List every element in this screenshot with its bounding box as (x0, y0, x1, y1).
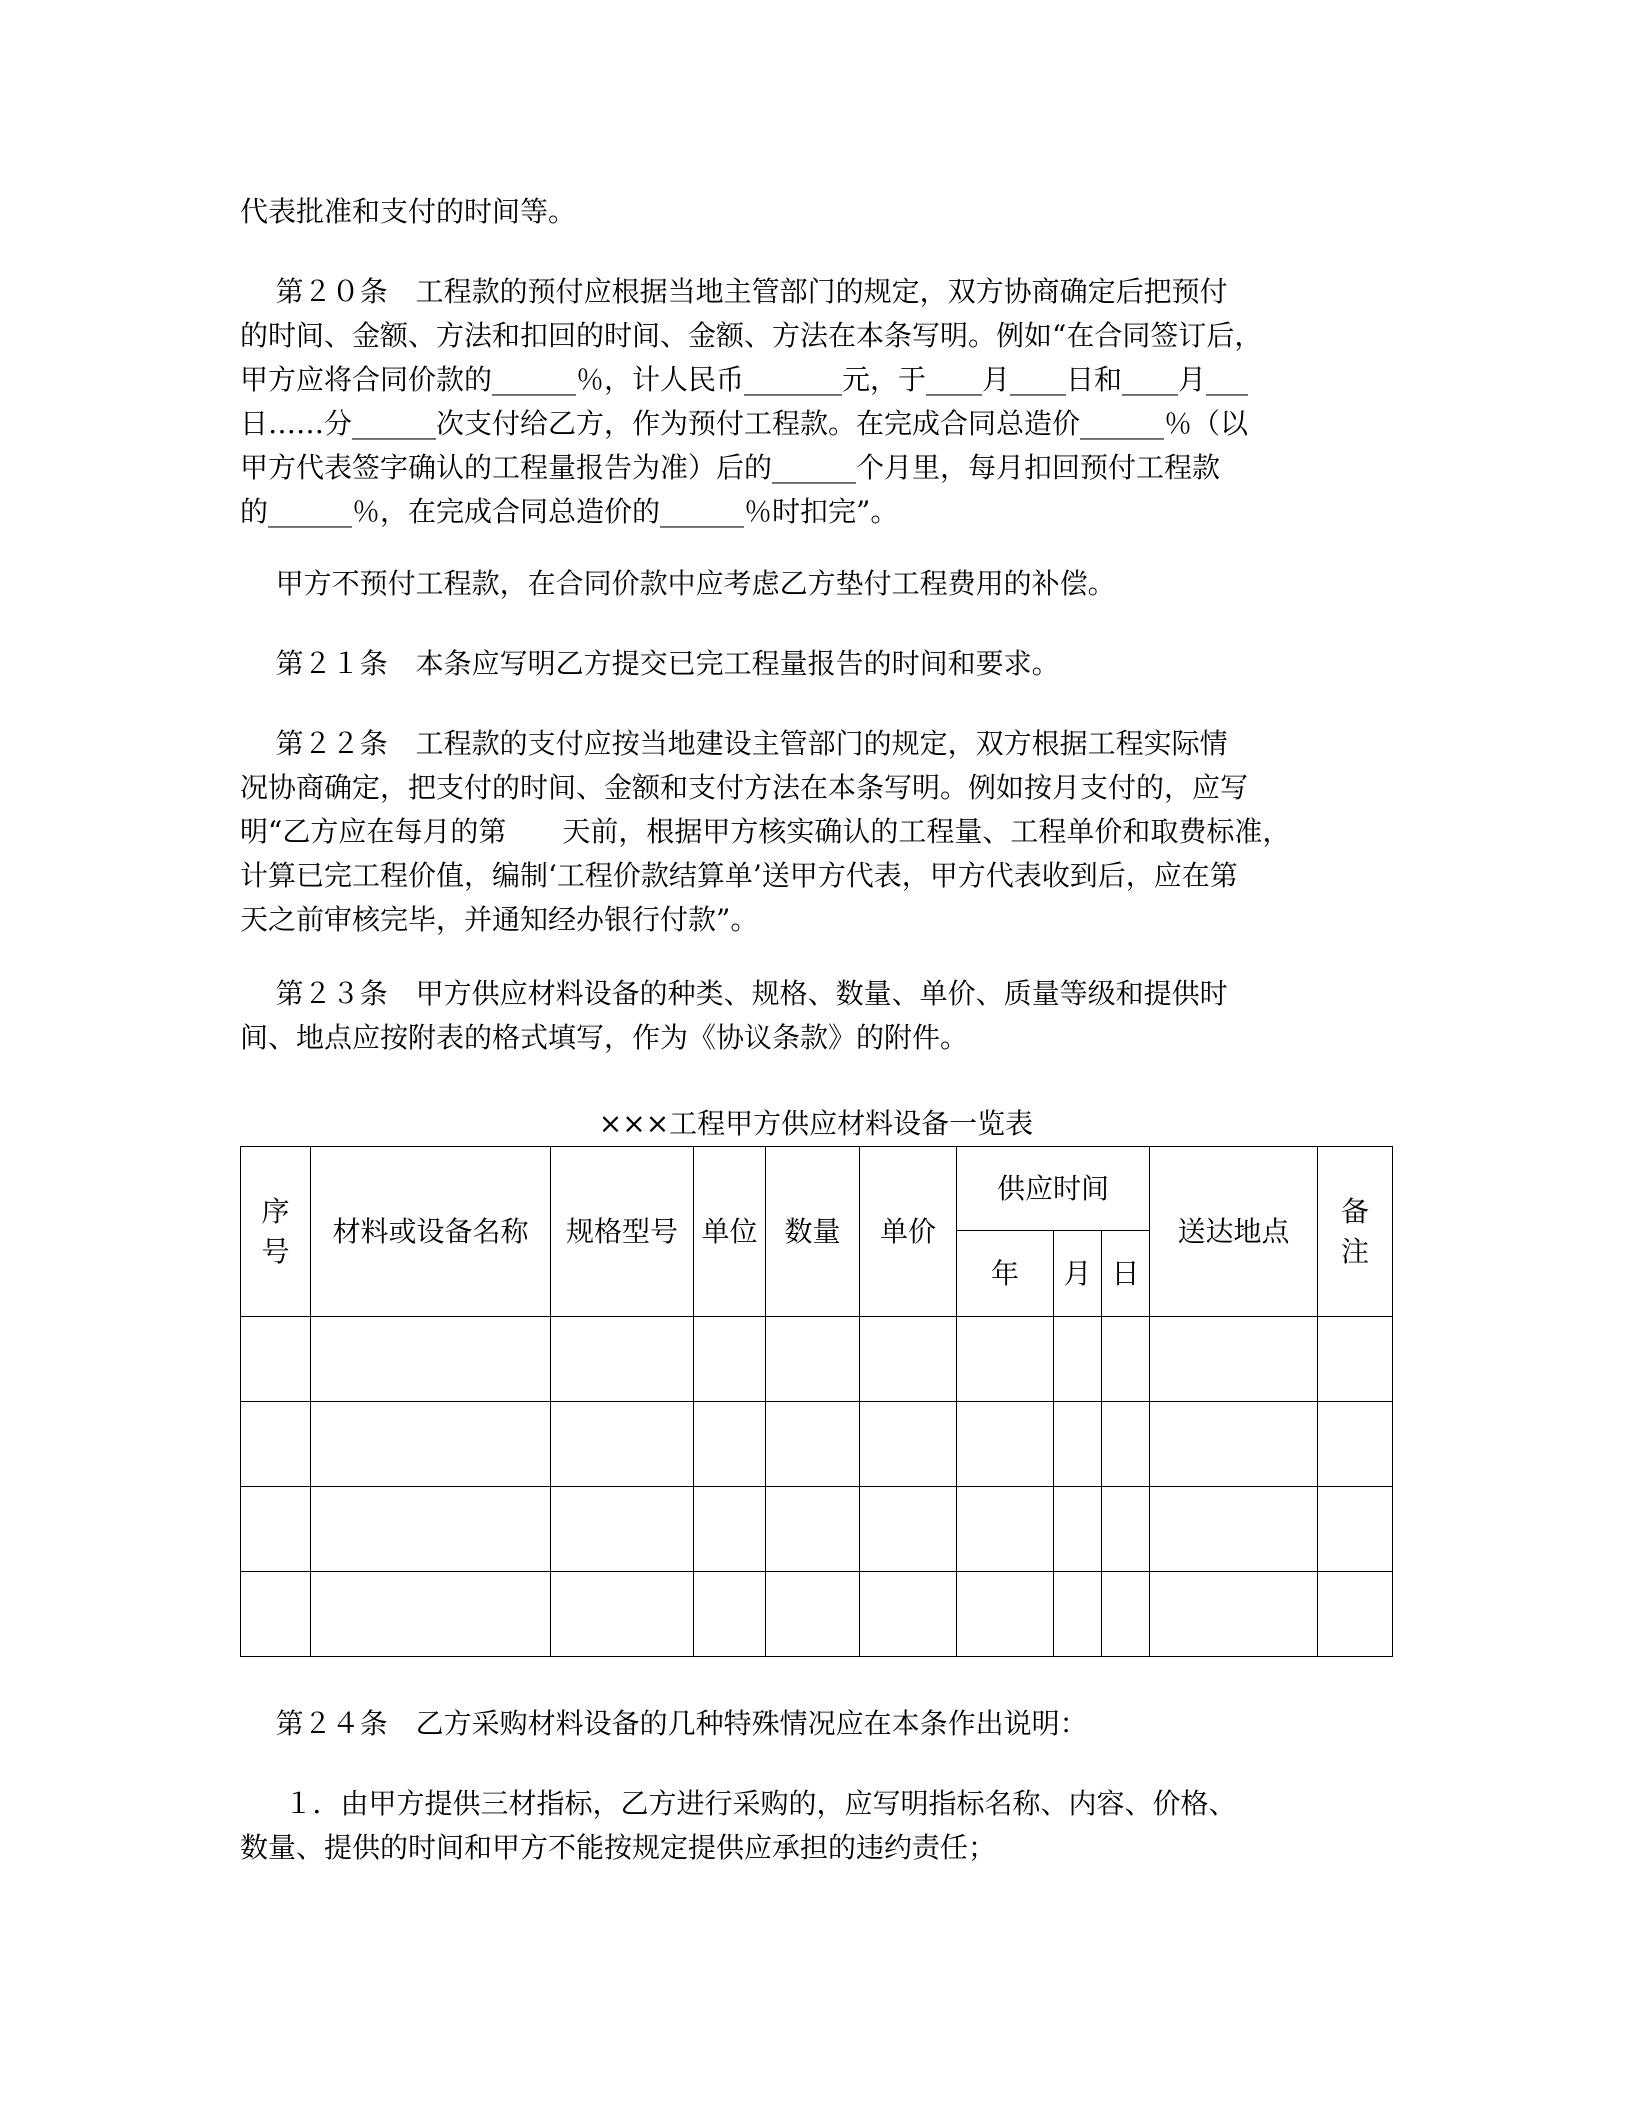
header-unit: 单位 (694, 1147, 766, 1317)
header-qty: 数量 (766, 1147, 860, 1317)
text-line: 明“乙方应在每月的第 天前，根据甲方核实确认的工程量、工程单价和取费标准， (240, 815, 1291, 848)
header-remark: 备注 (1318, 1147, 1393, 1317)
text-line: 的时间、金额、方法和扣回的时间、金额、方法在本条写明。例如“在合同签订后， (240, 319, 1263, 352)
text-line: 第２１条 本条应写明乙方提交已完工程量报告的时间和要求。 (240, 647, 1060, 680)
text-line: 计算已完工程价值，编制‘工程价款结算单’送甲方代表，甲方代表收到后，应在第 (240, 859, 1238, 892)
header-seq: 序号 (241, 1147, 311, 1317)
table-header-row (241, 1147, 1393, 1231)
text-line: 第２２条 工程款的支付应按当地建设主管部门的规定，双方根据工程实际情 (240, 727, 1228, 760)
table-row (241, 1402, 1393, 1487)
list-item-1 (240, 1782, 1392, 1870)
text-line: 第２０条 工程款的预付应根据当地主管部门的规定，双方协商确定后把预付 (240, 275, 1228, 308)
text-line: 甲方代表签字确认的工程量报告为准）后的______个月里，每月扣回预付工程款 (240, 451, 1221, 484)
text-line: 天之前审核完毕，并通知经办银行付款”。 (240, 903, 759, 936)
article-21 (240, 642, 1392, 686)
text-line: 间、地点应按附表的格式填写，作为《协议条款》的附件。 (240, 1021, 969, 1054)
table-title: ×××工程甲方供应材料设备一览表 (598, 1107, 1034, 1140)
header-location: 送达地点 (1150, 1147, 1318, 1317)
text-line: 的______％，在完成合同总造价的______％时扣完”。 (240, 495, 899, 528)
header-day: 日 (1102, 1231, 1150, 1317)
text-line: 第２４条 乙方采购材料设备的几种特殊情况应在本条作出说明： (240, 1707, 1088, 1740)
article-22 (240, 722, 1392, 942)
article-23 (240, 972, 1392, 1060)
table-row (241, 1572, 1393, 1657)
header-year: 年 (957, 1231, 1054, 1317)
text-line: 甲方不预付工程款，在合同价款中应考虑乙方垫付工程费用的补偿。 (240, 567, 1116, 600)
header-price: 单价 (860, 1147, 957, 1317)
text-line: 日……分______次支付给乙方，作为预付工程款。在完成合同总造价______％（以 (240, 407, 1249, 440)
header-supply-time: 供应时间 (957, 1147, 1150, 1231)
table-row (241, 1487, 1393, 1572)
text-line: １．由甲方提供三材指标，乙方进行采购的，应写明指标名称、内容、价格、 (240, 1787, 1237, 1820)
table-row (241, 1317, 1393, 1402)
text-line: 数量、提供的时间和甲方不能按规定提供应承担的违约责任； (240, 1831, 997, 1864)
header-name: 材料或设备名称 (311, 1147, 551, 1317)
article-20 (240, 270, 1392, 534)
article-24 (240, 1702, 1392, 1746)
text-line: 况协商确定，把支付的时间、金额和支付方法在本条写明。例如按月支付的，应写 (240, 771, 1249, 804)
paragraph (240, 190, 1392, 234)
supply-table (240, 1146, 1393, 1657)
text-line: 代表批准和支付的时间等。 (240, 195, 577, 228)
header-month: 月 (1054, 1231, 1102, 1317)
text-line: 第２３条 甲方供应材料设备的种类、规格、数量、单价、质量等级和提供时 (240, 977, 1228, 1010)
text-line: 甲方应将合同价款的______％，计人民币_______元，于____月____日和____月___ (240, 363, 1249, 396)
paragraph (240, 562, 1392, 606)
header-spec: 规格型号 (551, 1147, 694, 1317)
